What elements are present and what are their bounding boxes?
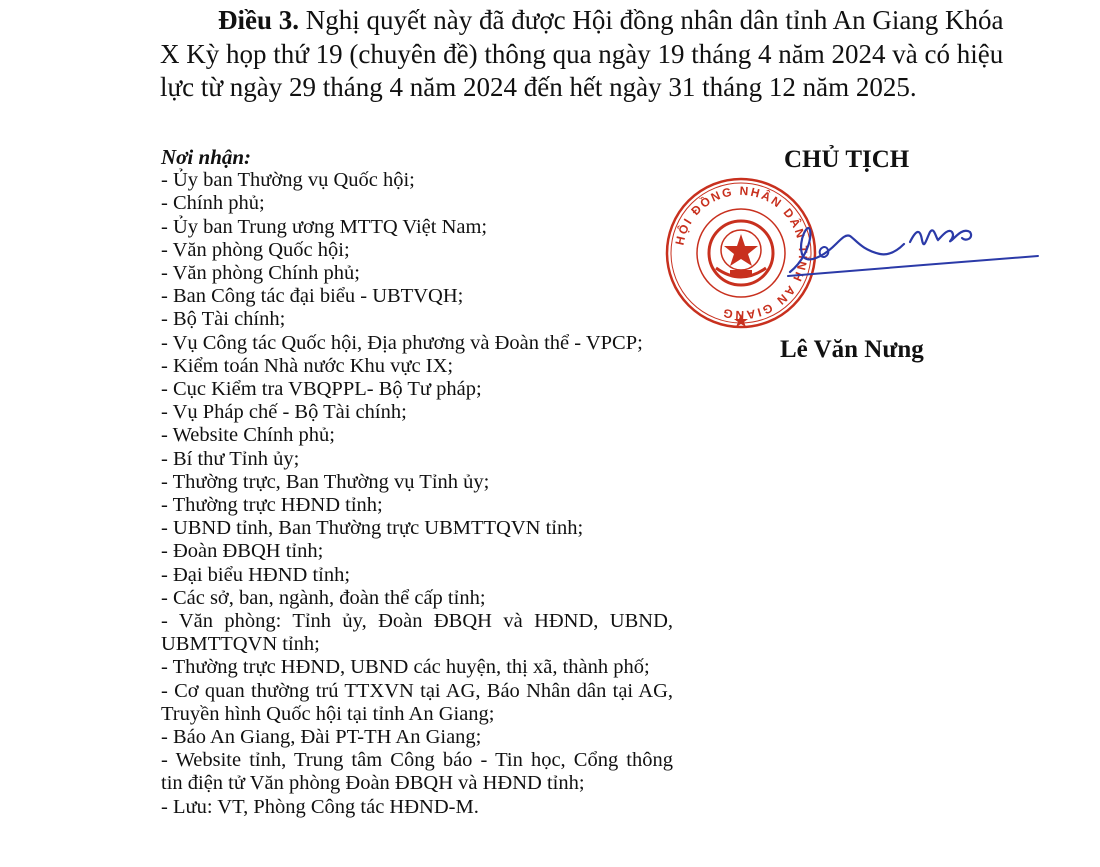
recipient-item: - Cơ quan thường trú TTXVN tại AG, Báo Nhân dân tại AG, bbox=[161, 679, 673, 702]
recipient-item: - Cục Kiểm tra VBQPPL- Bộ Tư pháp; bbox=[161, 378, 482, 401]
signer-name: Lê Văn Nưng bbox=[780, 336, 924, 363]
recipients-list bbox=[161, 169, 681, 819]
recipient-item: - Báo An Giang, Đài PT-TH An Giang; bbox=[161, 726, 482, 749]
recipient-item: - Ban Công tác đại biểu - UBTVQH; bbox=[161, 285, 464, 308]
signer-title: CHỦ TỊCH bbox=[784, 146, 910, 173]
article-3-paragraph bbox=[160, 4, 1004, 105]
recipient-item: - Thường trực HĐND tỉnh; bbox=[161, 494, 383, 517]
recipient-item: - Thường trực, Ban Thường vụ Tỉnh ủy; bbox=[161, 470, 490, 493]
recipient-item: - Chính phủ; bbox=[161, 192, 265, 215]
recipient-item: - Các sở, ban, ngành, đoàn thể cấp tỉnh; bbox=[161, 586, 486, 609]
article-label: Điều 3. bbox=[218, 5, 299, 35]
recipient-item: - Văn phòng Quốc hội; bbox=[161, 238, 350, 261]
recipient-item: - UBND tỉnh, Ban Thường trực UBMTTQVN tỉnh; bbox=[161, 517, 584, 540]
handwritten-signature-icon bbox=[780, 210, 1040, 290]
recipient-item: - Vụ Công tác Quốc hội, Địa phương và Đoàn thể - VPCP; bbox=[161, 331, 643, 354]
recipient-item: - Kiểm toán Nhà nước Khu vực IX; bbox=[161, 354, 454, 377]
seal-text: HỘI ĐỒNG NHÂN DÂN TỈNH AN GIANG bbox=[672, 183, 811, 323]
article-line-3: lực từ ngày 29 tháng 4 năm 2024 đến hết ngày 31 tháng 12 năm 2025. bbox=[160, 72, 917, 102]
article-line-2: X Kỳ họp thứ 19 (chuyên đề) thông qua ngày 19 tháng 4 năm 2024 và có hiệu bbox=[160, 38, 1004, 69]
recipient-item: UBMTTQVN tỉnh; bbox=[161, 633, 320, 656]
recipient-item: - Đoàn ĐBQH tỉnh; bbox=[161, 540, 324, 563]
recipients-heading: Nơi nhận: bbox=[161, 145, 252, 169]
recipient-item: - Vụ Pháp chế - Bộ Tài chính; bbox=[161, 401, 407, 424]
article-line-1 bbox=[160, 4, 1004, 38]
recipient-item: - Website tỉnh, Trung tâm Công báo - Tin học, Cổng thông bbox=[161, 749, 673, 772]
recipient-item: - Ủy ban Trung ương MTTQ Việt Nam; bbox=[161, 215, 488, 238]
recipient-item: - Lưu: VT, Phòng Công tác HĐND-M. bbox=[161, 795, 479, 818]
recipient-item: - Bộ Tài chính; bbox=[161, 308, 286, 331]
recipient-item: - Đại biểu HĐND tỉnh; bbox=[161, 563, 351, 586]
recipient-item: tin điện tử Văn phòng Đoàn ĐBQH và HĐND tỉnh; bbox=[161, 772, 585, 795]
article-line-1-text: Nghị quyết này đã được Hội đồng nhân dân tỉnh An Giang Khóa bbox=[299, 5, 1004, 35]
recipient-item: - Văn phòng Chính phủ; bbox=[161, 262, 360, 285]
recipient-item: Truyền hình Quốc hội tại tỉnh An Giang; bbox=[161, 702, 495, 725]
recipient-item: - Ủy ban Thường vụ Quốc hội; bbox=[161, 169, 415, 192]
recipient-item: - Thường trực HĐND, UBND các huyện, thị xã, thành phố; bbox=[161, 656, 650, 679]
recipient-item: - Văn phòng: Tỉnh ủy, Đoàn ĐBQH và HĐND, UBND, bbox=[161, 610, 673, 633]
recipients-block bbox=[161, 146, 681, 819]
recipient-item: - Website Chính phủ; bbox=[161, 424, 335, 447]
signature-block bbox=[660, 140, 1040, 380]
recipient-item: - Bí thư Tỉnh ủy; bbox=[161, 447, 300, 470]
